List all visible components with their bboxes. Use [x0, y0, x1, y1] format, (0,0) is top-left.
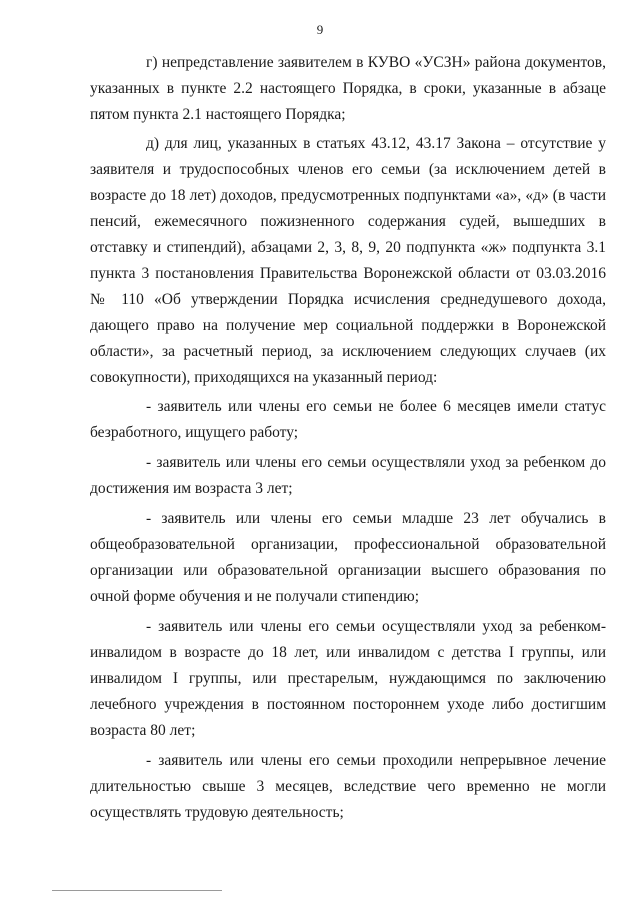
paragraph-d: д) для лиц, указанных в статьях 43.12, 43.17 Закона – отсутствие у заявителя и трудоспособных членов его семьи (за исключением детей в возрасте до 18 лет) доходов, предусмотренных подпунктами «а», «д» (в части пенсий, ежемесячного пожизненного содержания судей, вышедших в отставку и стипендий), абзацами 2, 3, 8, 9, 20 подпункта «ж» подпункта 3.1 пункта 3 постановления Правительства Воронежской области от 03.03.2016 № 110 «Об утверждении Порядка исчисления среднедушевого дохода, дающего право на получение мер социальной поддержки в Воронежской области», за расчетный период, за исключением следующих случаев (их совокупности), приходящихся на указанный период: [90, 135, 606, 386]
document-body [90, 50, 606, 830]
list-item-childcare: - заявитель или члены его семьи осуществляли уход за ребенком до достижения им возраста 3 лет; [90, 454, 606, 497]
footer-divider [52, 890, 222, 891]
list-item-disabled-care: - заявитель или члены его семьи осуществляли уход за ребенком-инвалидом в возрасте до 18 лет, или инвалидом с детства I группы, или инвалидом I группы, или престарелым, нуждающимся по заключению лечебного учреждения в постоянном постороннем уходе либо достигшим возраста 80 лет; [90, 618, 606, 739]
paragraph-g: г) непредставление заявителем в КУВО «УСЗН» района документов, указанных в пункте 2.2 настоящего Порядка, в сроки, указанные в абзаце пятом пункта 2.1 настоящего Порядка; [90, 54, 606, 123]
list-item-medical-treatment: - заявитель или члены его семьи проходили непрерывное лечение длительностью свыше 3 месяцев, вследствие чего временно не могли осуществлять трудовую деятельность; [90, 752, 606, 821]
page-number: 9 [316, 22, 324, 37]
list-item-students: - заявитель или члены его семьи младше 23 лет обучались в общеобразовательной организации, профессиональной образовательной организации или образовательной организации высшего образования по очной форме обучения и не получали стипендию; [90, 510, 606, 605]
list-item-unemployed: - заявитель или члены его семьи не более 6 месяцев имели статус безработного, ищущего работу; [90, 398, 606, 441]
